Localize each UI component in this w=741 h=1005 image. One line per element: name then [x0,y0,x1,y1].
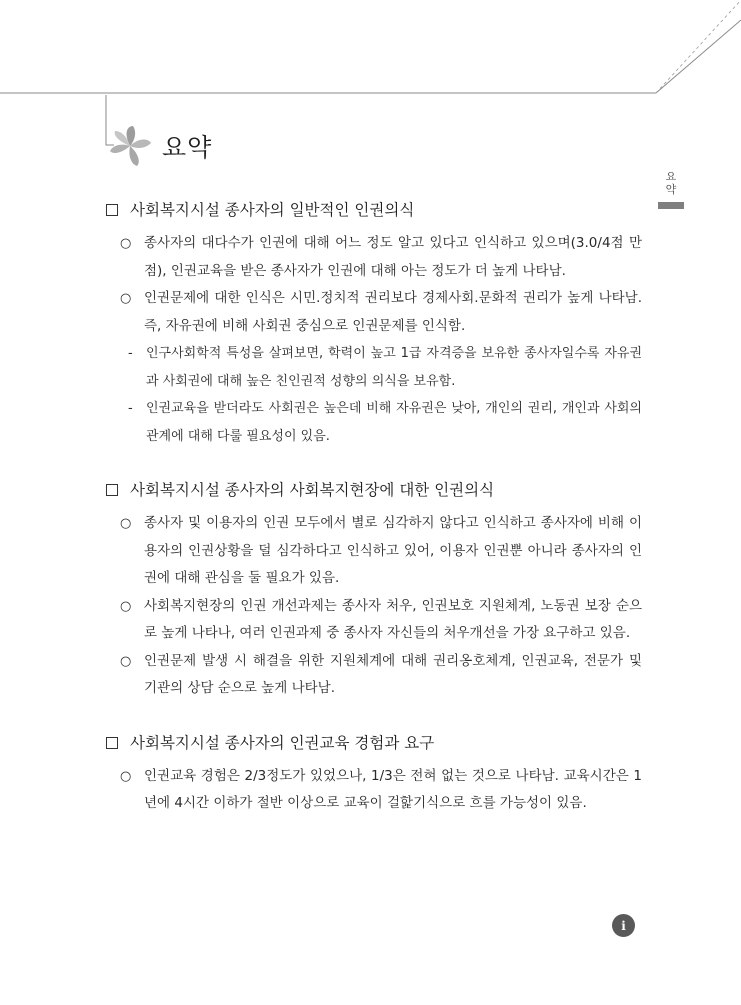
sub-list-item-text: 인구사회학적 특성을 살펴보면, 학력이 높고 1급 자격증을 보유한 종사자일수록 자유권과 사회권에 대해 높은 친인권적 성향의 의식을 보유함. [146,346,642,389]
checkbox-square-icon [106,484,118,496]
circle-bullet-icon: ○ [120,291,132,306]
page-number-badge: i [612,914,635,937]
section-heading-text: 사회복지시설 종사자의 인권교육 경험과 요구 [130,733,435,752]
list-item [106,510,642,593]
page-title-block [108,124,212,168]
circle-bullet-icon: ○ [120,653,132,669]
page-title: 요약 [162,133,213,162]
sub-list-item [106,395,642,450]
list-item-text: 인권문제 발생 시 해결을 위한 지원체계에 대해 권리옹호체계, 인권교육, 전문가 및 기관의 상담 순으로 높게 나타남. [144,652,642,696]
side-tab-char: 약 [665,183,677,196]
sub-list-item [106,340,642,395]
side-tab-char: 요 [665,170,677,183]
dash-bullet: - [128,401,133,416]
list-item-text: 인권문제에 대한 인식은 시민.정치적 권리보다 경제사회.문화적 권리가 높게 나타남. 즉, 자유권에 비해 사회권 중심으로 인권문제를 인식함. [144,290,642,334]
section-heading-text: 사회복지시설 종사자의 사회복지현장에 대한 인권의식 [130,481,495,499]
section-heading [106,476,642,504]
section [106,476,642,703]
side-tab-bar [658,202,684,209]
circle-bullet-icon: ○ [120,516,132,531]
checkbox-square-icon [106,737,118,749]
section [106,729,642,818]
list-item [106,763,642,818]
circle-bullet-icon: ○ [120,768,132,784]
list-item-text: 사회복지현장의 인권 개선과제는 종사자 처우, 인권보호 지원체계, 노동권 보장 순으로 높게 나타나, 여러 인권과제 중 종사자 자신들의 처우개선을 가장 요구하고 있음. [144,597,642,641]
list-item [106,285,642,340]
list-item [106,648,642,703]
section [106,196,642,450]
list-item-text: 종사자의 대다수가 인권에 대해 어느 정도 알고 있다고 인식하고 있으며(3.0/4점 만점), 인권교육을 받은 종사자가 인권에 대해 아는 정도가 더 높게 나타남. [144,235,642,279]
summary-content [106,196,642,844]
section-heading [106,729,642,757]
header-decoration [0,0,741,200]
circle-bullet-icon: ○ [120,598,132,614]
list-item-text: 종사자 및 이용자의 인권 모두에서 별로 심각하지 않다고 인식하고 종사자에 비해 이용자의 인권상황을 덜 심각하다고 인식하고 있어, 이용자 인권뿐 아니라 종사자의 인권에 대해 관심을 둘 필요가 있음. [144,515,642,586]
section-heading-text: 사회복지시설 종사자의 일반적인 인권의식 [130,201,415,219]
section-heading [106,196,642,224]
circle-bullet-icon: ○ [120,236,132,251]
list-item [106,593,642,648]
leaf-icon [108,124,152,168]
list-item [106,230,642,285]
list-item-text: 인권교육 경험은 2/3정도가 있었으나, 1/3은 전혀 없는 것으로 나타남. 교육시간은 1년에 4시간 이하가 절반 이상으로 교육이 걸핥기식으로 흐를 가능성이 있음. [144,767,642,811]
checkbox-square-icon [106,204,118,216]
side-chapter-tab [658,170,684,209]
sub-list-item-text: 인권교육을 받더라도 사회권은 높은데 비해 자유권은 낮아, 개인의 권리, 개인과 사회의 관계에 대해 다룰 필요성이 있음. [146,401,642,444]
dash-bullet: - [128,346,133,361]
